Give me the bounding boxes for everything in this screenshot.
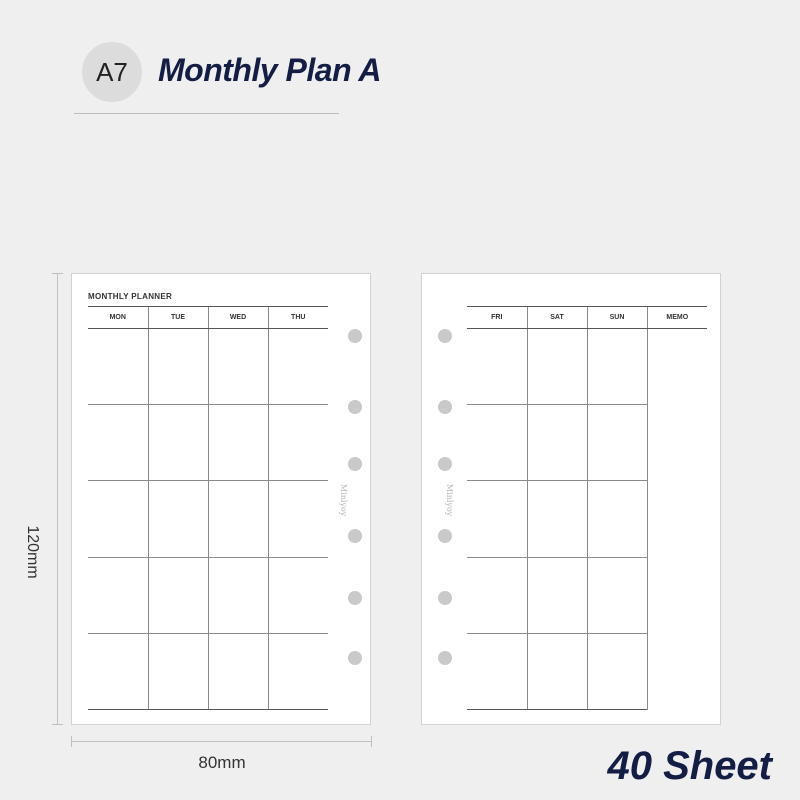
day-cell bbox=[88, 557, 148, 633]
column-header-sat: SAT bbox=[527, 307, 587, 329]
day-cell bbox=[268, 329, 328, 405]
day-cell bbox=[527, 557, 587, 633]
brand-watermark: Minlyoy bbox=[339, 484, 348, 517]
memo-area bbox=[647, 329, 707, 710]
day-cell bbox=[88, 329, 148, 405]
right-planner-page bbox=[421, 273, 721, 725]
binder-hole bbox=[348, 591, 362, 605]
day-cell bbox=[268, 633, 328, 709]
weekday-header-row bbox=[467, 307, 707, 329]
day-cell bbox=[88, 633, 148, 709]
binder-hole bbox=[438, 400, 452, 414]
binder-hole bbox=[438, 529, 452, 543]
column-header-wed: WED bbox=[208, 307, 268, 329]
sheet-count-label: 40 Sheet bbox=[607, 744, 772, 788]
day-cell bbox=[88, 405, 148, 481]
height-dimension-tick bbox=[52, 724, 63, 725]
brand-watermark: Minlyoy bbox=[445, 484, 454, 517]
week-row bbox=[88, 481, 328, 557]
height-dimension-tick bbox=[52, 273, 63, 274]
binder-hole bbox=[348, 651, 362, 665]
day-cell bbox=[527, 633, 587, 709]
height-dimension-label: 120mm bbox=[24, 525, 41, 579]
weekday-header-row bbox=[88, 307, 328, 329]
day-cell bbox=[467, 633, 527, 709]
left-calendar-grid bbox=[88, 306, 328, 710]
right-calendar-grid bbox=[467, 306, 707, 710]
day-cell bbox=[587, 633, 647, 709]
binder-hole bbox=[438, 591, 452, 605]
day-cell bbox=[467, 405, 527, 481]
day-cell bbox=[527, 481, 587, 557]
binder-hole bbox=[438, 651, 452, 665]
binder-hole bbox=[438, 457, 452, 471]
day-cell bbox=[148, 481, 208, 557]
day-cell bbox=[587, 481, 647, 557]
column-header-mon: MON bbox=[88, 307, 148, 329]
day-cell bbox=[587, 329, 647, 405]
column-header-memo: MEMO bbox=[647, 307, 707, 329]
size-badge: A7 bbox=[82, 42, 142, 102]
height-dimension-line bbox=[57, 273, 58, 725]
day-cell bbox=[208, 633, 268, 709]
day-cell bbox=[467, 329, 527, 405]
day-cell bbox=[208, 329, 268, 405]
day-cell bbox=[148, 405, 208, 481]
day-cell bbox=[587, 405, 647, 481]
day-cell bbox=[268, 557, 328, 633]
day-cell bbox=[268, 405, 328, 481]
day-cell bbox=[587, 557, 647, 633]
day-cell bbox=[208, 405, 268, 481]
binder-hole bbox=[438, 329, 452, 343]
day-cell bbox=[88, 481, 148, 557]
day-cell bbox=[467, 481, 527, 557]
left-planner-page bbox=[71, 273, 371, 725]
column-header-thu: THU bbox=[268, 307, 328, 329]
planner-title: MONTHLY PLANNER bbox=[88, 292, 173, 301]
binder-hole bbox=[348, 529, 362, 543]
day-cell bbox=[527, 405, 587, 481]
week-row bbox=[88, 633, 328, 709]
week-row bbox=[88, 557, 328, 633]
width-dimension-line bbox=[71, 741, 371, 742]
day-cell bbox=[527, 329, 587, 405]
day-cell bbox=[467, 557, 527, 633]
width-dimension-tick bbox=[371, 736, 372, 747]
width-dimension-label: 80mm bbox=[198, 753, 246, 772]
day-cell bbox=[148, 633, 208, 709]
week-row bbox=[88, 405, 328, 481]
column-header-sun: SUN bbox=[587, 307, 647, 329]
column-header-tue: TUE bbox=[148, 307, 208, 329]
day-cell bbox=[208, 557, 268, 633]
day-cell bbox=[208, 481, 268, 557]
binder-hole bbox=[348, 329, 362, 343]
header-divider bbox=[74, 113, 339, 114]
week-row bbox=[88, 329, 328, 405]
week-row bbox=[467, 329, 707, 405]
product-title: Monthly Plan A bbox=[158, 52, 381, 88]
width-dimension-tick bbox=[71, 736, 72, 747]
binder-hole bbox=[348, 400, 362, 414]
binder-hole bbox=[348, 457, 362, 471]
day-cell bbox=[268, 481, 328, 557]
day-cell bbox=[148, 329, 208, 405]
column-header-fri: FRI bbox=[467, 307, 527, 329]
day-cell bbox=[148, 557, 208, 633]
